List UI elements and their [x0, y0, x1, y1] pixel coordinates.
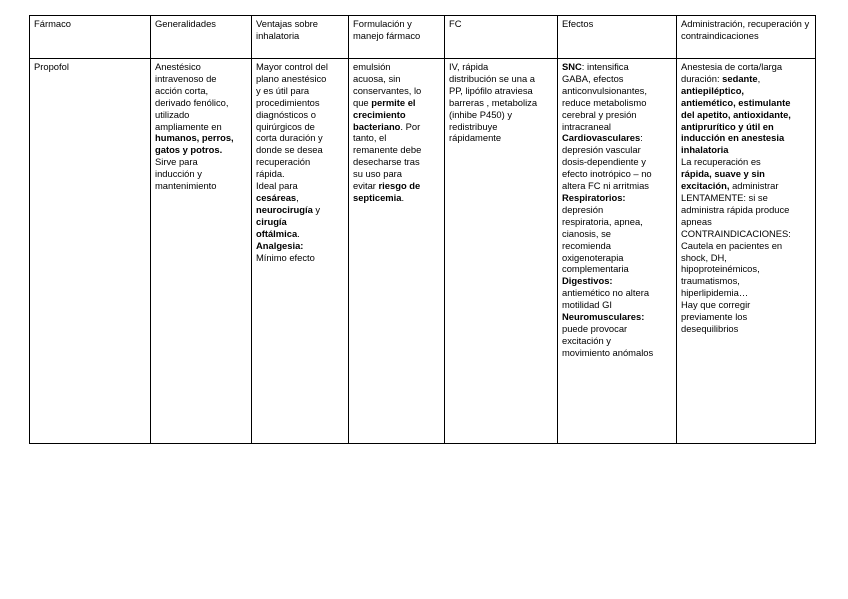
text: , [757, 72, 761, 84]
text: y [312, 203, 321, 215]
text: Anestesia de corta/larga [681, 61, 783, 72]
text: redistribuye [449, 120, 498, 132]
text: GABA, efectos [562, 72, 624, 84]
text: hiperlipidemia… [681, 287, 749, 299]
text: dosis-dependiente y [562, 156, 646, 168]
text: complementaria [562, 263, 629, 275]
efectos-cell [558, 59, 677, 444]
text-line [562, 192, 673, 204]
text-line [256, 73, 345, 85]
text: recuperación [256, 156, 311, 168]
bold-text: Digestivos: [562, 275, 613, 287]
text: : intensifica [581, 61, 629, 72]
text: evitar [353, 180, 379, 192]
bold-text: oftálmica [256, 227, 298, 239]
text-line [681, 311, 812, 323]
text-line [256, 132, 345, 144]
text: previamente los [681, 311, 748, 323]
bold-text: SNC [562, 61, 582, 72]
text: Hay que corregir [681, 299, 751, 311]
text: anticonvulsionantes, [562, 84, 647, 96]
text: Anestésico [155, 61, 201, 72]
text: hipoproteinémicos, [681, 263, 760, 275]
text-line [562, 216, 673, 228]
text-line [256, 85, 345, 97]
header-cell-generalidades: Generalidades [151, 16, 252, 59]
bold-text: septicemia [353, 191, 402, 203]
text: intracraneal [562, 120, 611, 132]
text-line [155, 121, 248, 133]
text-line [353, 168, 441, 180]
text-line [155, 168, 248, 180]
text-line [562, 144, 673, 156]
text-line [562, 156, 673, 168]
bold-text: crecimiento [353, 108, 406, 120]
text-line [449, 73, 554, 85]
bold-text: bacteriano [353, 120, 401, 132]
text-line [681, 132, 812, 144]
drug-table [29, 15, 816, 444]
text: acción corta, [155, 84, 209, 96]
text-line [681, 216, 812, 228]
text: rápida. [256, 168, 285, 180]
text: shock, DH, [681, 251, 727, 263]
text: remanente debe [353, 144, 422, 156]
text-line [562, 109, 673, 121]
text-line [256, 228, 345, 240]
text: depresión vascular [562, 144, 641, 156]
text-line [256, 61, 345, 73]
bold-text: Neuromusculares: [562, 311, 645, 323]
text-line [562, 204, 673, 216]
text: intravenoso de [155, 72, 217, 84]
text-line [562, 323, 673, 335]
bold-text: sedante [722, 72, 758, 84]
text: reduce metabolismo [562, 96, 647, 108]
bold-text: permite el [371, 96, 416, 108]
text-line [353, 97, 441, 109]
text-line [155, 61, 248, 73]
text: CONTRAINDICACIONES: [681, 227, 791, 239]
text: excitación y [562, 334, 611, 346]
text-line [256, 121, 345, 133]
text: . [401, 191, 405, 203]
text-line [353, 144, 441, 156]
text: Mayor control del [256, 61, 328, 72]
text-line [681, 192, 812, 204]
text-line [681, 204, 812, 216]
bold-text: antiprurítico y útil en [681, 120, 774, 132]
text-line [155, 85, 248, 97]
text: traumatismos, [681, 275, 740, 287]
text-line [681, 180, 812, 192]
text: movimiento anómalos [562, 346, 654, 358]
generalidades-cell [151, 59, 252, 444]
text-line [449, 97, 554, 109]
text-line [562, 287, 673, 299]
ventajas-cell [252, 59, 349, 444]
text-line [155, 109, 248, 121]
fc-cell [445, 59, 558, 444]
text: desecharse tras [353, 156, 420, 168]
text: respiratoria, apnea, [562, 215, 643, 227]
text-line [353, 180, 441, 192]
text: distribución se una a [449, 72, 535, 84]
text: ampliamente en [155, 120, 222, 132]
text: inducción y [155, 168, 202, 180]
text-line [562, 335, 673, 347]
text-line [681, 240, 812, 252]
text: acuosa, sin [353, 72, 401, 84]
text-line [562, 252, 673, 264]
bold-text: cirugía [256, 215, 287, 227]
bold-text: antiepiléptico, [681, 84, 745, 96]
text-line [681, 109, 812, 121]
text-line [155, 97, 248, 109]
text-line [562, 73, 673, 85]
text: efecto inotrópico – no [562, 168, 652, 180]
text: plano anestésico [256, 72, 327, 84]
text-line [562, 347, 673, 359]
text: corta duración y [256, 132, 323, 144]
header-cell-formulacion: Formulación y manejo fármaco [349, 16, 445, 59]
bold-text: riesgo de [378, 180, 421, 192]
text-line [353, 156, 441, 168]
header-cell-efectos: Efectos [558, 16, 677, 59]
text-line [353, 85, 441, 97]
text-line [681, 299, 812, 311]
text: administrar [729, 180, 779, 192]
text-line [256, 97, 345, 109]
text-line [155, 144, 248, 156]
text: . Por [400, 120, 421, 132]
text-line [256, 216, 345, 228]
text-line [562, 132, 673, 144]
text-line [681, 144, 812, 156]
text-line [155, 73, 248, 85]
text: duración: [681, 72, 723, 84]
text-line [449, 61, 554, 73]
text: diagnósticos o [256, 108, 316, 120]
text-line [155, 180, 248, 192]
header-cell-farmaco: Fármaco [30, 16, 151, 59]
text: PP, lipófilo atraviesa [449, 84, 533, 96]
bold-text: rápida, suave y sin [681, 168, 765, 180]
bold-text: cesáreas [256, 191, 297, 203]
text-line [681, 168, 812, 180]
text-line [681, 263, 812, 275]
text-line [681, 275, 812, 287]
bold-text: del apetito, antioxidante, [681, 108, 791, 120]
text: que [353, 96, 372, 108]
bold-text: Analgesia: [256, 239, 304, 251]
header-row [30, 16, 816, 59]
text-line [256, 204, 345, 216]
text: derivado fenólico, [155, 96, 229, 108]
text: mantenimiento [155, 180, 217, 192]
bold-text: humanos, perros, [155, 132, 234, 144]
text: recomienda [562, 239, 611, 251]
bold-text: neurocirugía [256, 203, 313, 215]
text-line [562, 263, 673, 275]
text-line [562, 228, 673, 240]
text-line [449, 109, 554, 121]
header-cell-ventajas: Ventajas sobre inhalatoria [252, 16, 349, 59]
text: LENTAMENTE: si se [681, 191, 768, 203]
text: conservantes, lo [353, 84, 422, 96]
text-line [562, 61, 673, 73]
text-line [562, 121, 673, 133]
text: cerebral y presión [562, 108, 637, 120]
header-cell-administracion: Administración, recuperación y contraindicaciones [677, 16, 816, 59]
text-line [681, 228, 812, 240]
administracion-cell [677, 59, 816, 444]
text-line [562, 180, 673, 192]
text: administra rápida produce [681, 203, 790, 215]
text: cianosis, se [562, 227, 611, 239]
text-line [681, 85, 812, 97]
text-line [562, 299, 673, 311]
text: utilizado [155, 108, 190, 120]
text: Mínimo efecto [256, 251, 315, 263]
text: procedimientos [256, 96, 320, 108]
text: . [297, 227, 300, 239]
text-line [681, 73, 812, 85]
text-line [256, 144, 345, 156]
bold-text: inhalatoria [681, 144, 729, 156]
text-line [449, 132, 554, 144]
text: depresión [562, 203, 604, 215]
text: antiemético no altera [562, 287, 650, 299]
text-line [681, 97, 812, 109]
text-line [353, 109, 441, 121]
text-line [449, 85, 554, 97]
text-line [681, 61, 812, 73]
bold-text: Cardiovasculares [562, 132, 641, 144]
text-line [155, 156, 248, 168]
text: : [640, 132, 643, 144]
text: (inhibe P450) y [449, 108, 513, 120]
text: motilidad GI [562, 299, 613, 311]
text-line [449, 121, 554, 133]
text: barreras , metaboliza [449, 96, 538, 108]
text: La recuperación es [681, 156, 761, 168]
header-cell-fc: FC [445, 16, 558, 59]
bold-text: inducción en anestesia [681, 132, 785, 144]
text-line [353, 192, 441, 204]
text-line [681, 287, 812, 299]
formulacion-cell [349, 59, 445, 444]
bold-text: Respiratorios: [562, 191, 626, 203]
text: puede provocar [562, 322, 628, 334]
text: apneas [681, 215, 712, 227]
text: y es útil para [256, 84, 310, 96]
text-line [562, 168, 673, 180]
text-line [256, 156, 345, 168]
text: oxigenoterapia [562, 251, 624, 263]
text-line [353, 61, 441, 73]
text: altera FC ni arritmias [562, 180, 649, 192]
table-row [30, 59, 816, 444]
text-line [681, 252, 812, 264]
text-line [681, 156, 812, 168]
text: , [296, 191, 299, 203]
text-line [681, 323, 812, 335]
text-line [256, 240, 345, 252]
text: desequilibrios [681, 322, 739, 334]
bold-text: gatos y potros. [155, 144, 223, 156]
text-line [562, 85, 673, 97]
text-line [562, 240, 673, 252]
text: tanto, el [353, 132, 387, 144]
bold-text: excitación, [681, 180, 730, 192]
text: Ideal para [256, 180, 298, 192]
text-line [353, 73, 441, 85]
text: Sirve para [155, 156, 198, 168]
text: donde se desea [256, 144, 323, 156]
text-line [562, 311, 673, 323]
text-line [256, 192, 345, 204]
text: su uso para [353, 168, 402, 180]
text-line [353, 121, 441, 133]
text: rápidamente [449, 132, 502, 144]
text-line [256, 180, 345, 192]
text-line [256, 252, 345, 264]
text-line [562, 97, 673, 109]
text-line [353, 132, 441, 144]
text: Cautela en pacientes en [681, 239, 783, 251]
text-line [562, 275, 673, 287]
text-line [155, 132, 248, 144]
text: IV, rápida [449, 61, 489, 72]
bold-text: antiemético, estimulante [681, 96, 791, 108]
text: quirúrgicos de [256, 120, 315, 132]
drug-name-cell: Propofol [30, 59, 151, 444]
text-line [681, 121, 812, 133]
text: emulsión [353, 61, 391, 72]
text-line [256, 109, 345, 121]
text-line [256, 168, 345, 180]
